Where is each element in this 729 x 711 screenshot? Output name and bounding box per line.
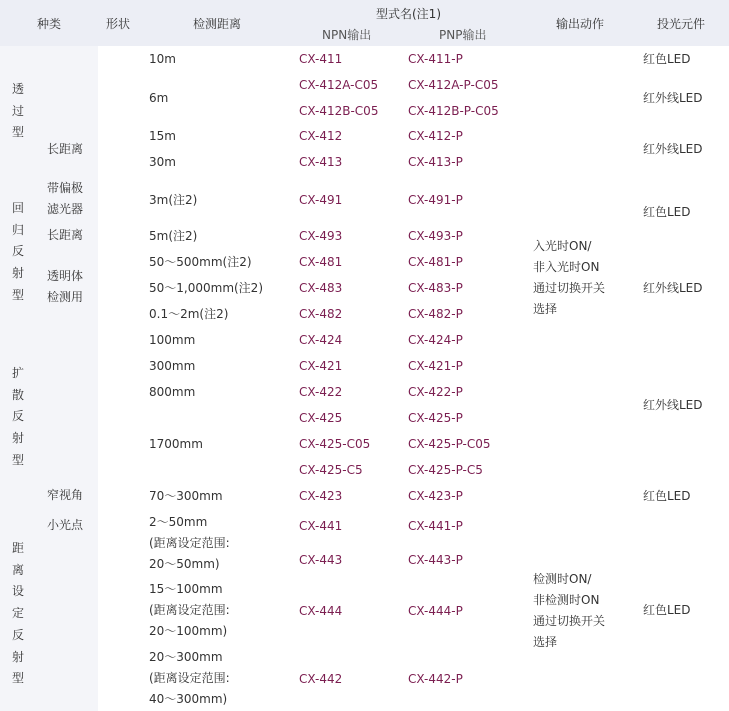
distance-cell: 0.1～2m(注2) <box>149 307 229 321</box>
shape-narrow-view: 窄视角 <box>47 488 84 502</box>
distance-cell: 70～300mm <box>149 489 223 503</box>
npn-model-cell: CX-413 <box>299 155 343 169</box>
pnp-model-cell: CX-481-P <box>408 255 463 269</box>
npn-model-cell: CX-411 <box>299 52 343 66</box>
emitter-cell: 红外线LED <box>643 91 703 105</box>
shape-polarizing-filter-line2: 滤光器 <box>47 202 84 216</box>
pnp-model-cell: CX-425-P-C05 <box>408 437 491 451</box>
pnp-model-cell: CX-424-P <box>408 333 463 347</box>
distance-cell: 15m <box>149 129 176 143</box>
shape-long-range: 长距离 <box>47 142 84 156</box>
pnp-model-cell: CX-482-P <box>408 307 463 321</box>
output-action-line: 非入光时ON <box>533 260 600 274</box>
emitter-cell: 红外线LED <box>643 142 703 156</box>
distance-cell: 1700mm <box>149 437 203 451</box>
output-action-line: 通过切换开关 <box>533 614 606 628</box>
distance-cell: (距离设定范围: <box>149 536 230 550</box>
npn-model-cell: CX-422 <box>299 385 343 399</box>
distance-cell: 300mm <box>149 359 196 373</box>
emitter-cell: 红色LED <box>643 489 691 503</box>
pnp-model-cell: CX-422-P <box>408 385 463 399</box>
npn-model-cell: CX-481 <box>299 255 343 269</box>
npn-model-cell: CX-483 <box>299 281 343 295</box>
type-thru-beam: 透过型 <box>11 82 24 140</box>
distance-cell: 100mm <box>149 333 196 347</box>
pnp-model-cell: CX-412B-P-C05 <box>408 104 499 118</box>
pnp-model-cell: CX-493-P <box>408 229 463 243</box>
pnp-model-cell: CX-425-P-C5 <box>408 463 483 477</box>
type-distance-setting: 距离设定反射型 <box>11 541 24 686</box>
pnp-model-cell: CX-421-P <box>408 359 463 373</box>
header-shape: 形状 <box>106 17 131 31</box>
output-action-line: 选择 <box>533 302 558 316</box>
shape-transparent-line1: 透明体 <box>47 269 84 283</box>
pnp-model-cell: CX-412-P <box>408 129 463 143</box>
pnp-model-cell: CX-441-P <box>408 519 463 533</box>
npn-model-cell: CX-425-C5 <box>299 463 363 477</box>
npn-model-cell: CX-482 <box>299 307 343 321</box>
npn-model-cell: CX-412B-C05 <box>299 104 379 118</box>
npn-model-cell: CX-443 <box>299 553 343 567</box>
pnp-model-cell: CX-425-P <box>408 411 463 425</box>
pnp-model-cell: CX-483-P <box>408 281 463 295</box>
npn-model-cell: CX-444 <box>299 604 343 618</box>
npn-model-cell: CX-412 <box>299 129 343 143</box>
pnp-model-cell: CX-443-P <box>408 553 463 567</box>
distance-cell: 5m(注2) <box>149 229 198 243</box>
output-action-line: 非检测时ON <box>533 593 600 607</box>
output-action-line: 选择 <box>533 635 558 649</box>
emitter-cell: 红外线LED <box>643 398 703 412</box>
npn-model-cell: CX-493 <box>299 229 343 243</box>
npn-model-cell: CX-423 <box>299 489 343 503</box>
type-diffuse-reflective: 扩散反射型 <box>11 366 24 467</box>
distance-cell: 20～100mm) <box>149 624 228 638</box>
distance-cell: 800mm <box>149 385 196 399</box>
header-type: 种类 <box>37 17 62 31</box>
pnp-model-cell: CX-412A-P-C05 <box>408 78 499 92</box>
npn-model-cell: CX-412A-C05 <box>299 78 379 92</box>
distance-cell: 20～300mm <box>149 650 223 664</box>
npn-model-cell: CX-425-C05 <box>299 437 371 451</box>
npn-model-cell: CX-421 <box>299 359 343 373</box>
distance-cell: 3m(注2) <box>149 193 198 207</box>
pnp-model-cell: CX-442-P <box>408 672 463 686</box>
pnp-model-cell: CX-491-P <box>408 193 463 207</box>
header-output-action: 输出动作 <box>556 17 605 31</box>
emitter-cell: 红色LED <box>643 205 691 219</box>
distance-cell: 30m <box>149 155 176 169</box>
shape-transparent-line2: 检测用 <box>47 290 84 304</box>
emitter-cell: 红色LED <box>643 603 691 617</box>
npn-model-cell: CX-491 <box>299 193 343 207</box>
distance-cell: 40～300mm) <box>149 692 228 706</box>
header-emitter: 投光元件 <box>657 17 706 31</box>
npn-model-cell: CX-442 <box>299 672 343 686</box>
header-model: 型式名(注1) <box>376 7 441 21</box>
npn-model-cell: CX-425 <box>299 411 343 425</box>
distance-cell: 20～50mm) <box>149 557 220 571</box>
header-distance: 检测距离 <box>193 17 242 31</box>
distance-cell: 15～100mm <box>149 582 223 596</box>
distance-cell: (距离设定范围: <box>149 603 230 617</box>
emitter-cell: 红色LED <box>643 52 691 66</box>
distance-cell: 50～1,000mm(注2) <box>149 281 264 295</box>
shape-small-spot: 小光点 <box>47 518 84 532</box>
shape-long-range-2: 长距离 <box>47 228 84 242</box>
npn-model-cell: CX-424 <box>299 333 343 347</box>
emitter-cell: 红外线LED <box>643 281 703 295</box>
pnp-model-cell: CX-444-P <box>408 604 463 618</box>
npn-model-cell: CX-441 <box>299 519 343 533</box>
distance-cell: 6m <box>149 91 169 105</box>
header-npn: NPN输出 <box>322 28 372 42</box>
shape-polarizing-filter-line1: 带偏极 <box>47 181 84 195</box>
distance-cell: 10m <box>149 52 176 66</box>
pnp-model-cell: CX-413-P <box>408 155 463 169</box>
output-action-line: 入光时ON/ <box>533 239 592 253</box>
type-retro-reflective: 回归反射型 <box>11 201 24 302</box>
pnp-model-cell: CX-411-P <box>408 52 463 66</box>
distance-cell: 2～50mm <box>149 515 208 529</box>
pnp-model-cell: CX-423-P <box>408 489 463 503</box>
distance-cell: (距离设定范围: <box>149 671 230 685</box>
output-action-line: 检测时ON/ <box>533 572 592 586</box>
header-pnp: PNP输出 <box>439 28 487 42</box>
distance-cell: 50～500mm(注2) <box>149 255 252 269</box>
output-action-line: 通过切换开关 <box>533 281 606 295</box>
